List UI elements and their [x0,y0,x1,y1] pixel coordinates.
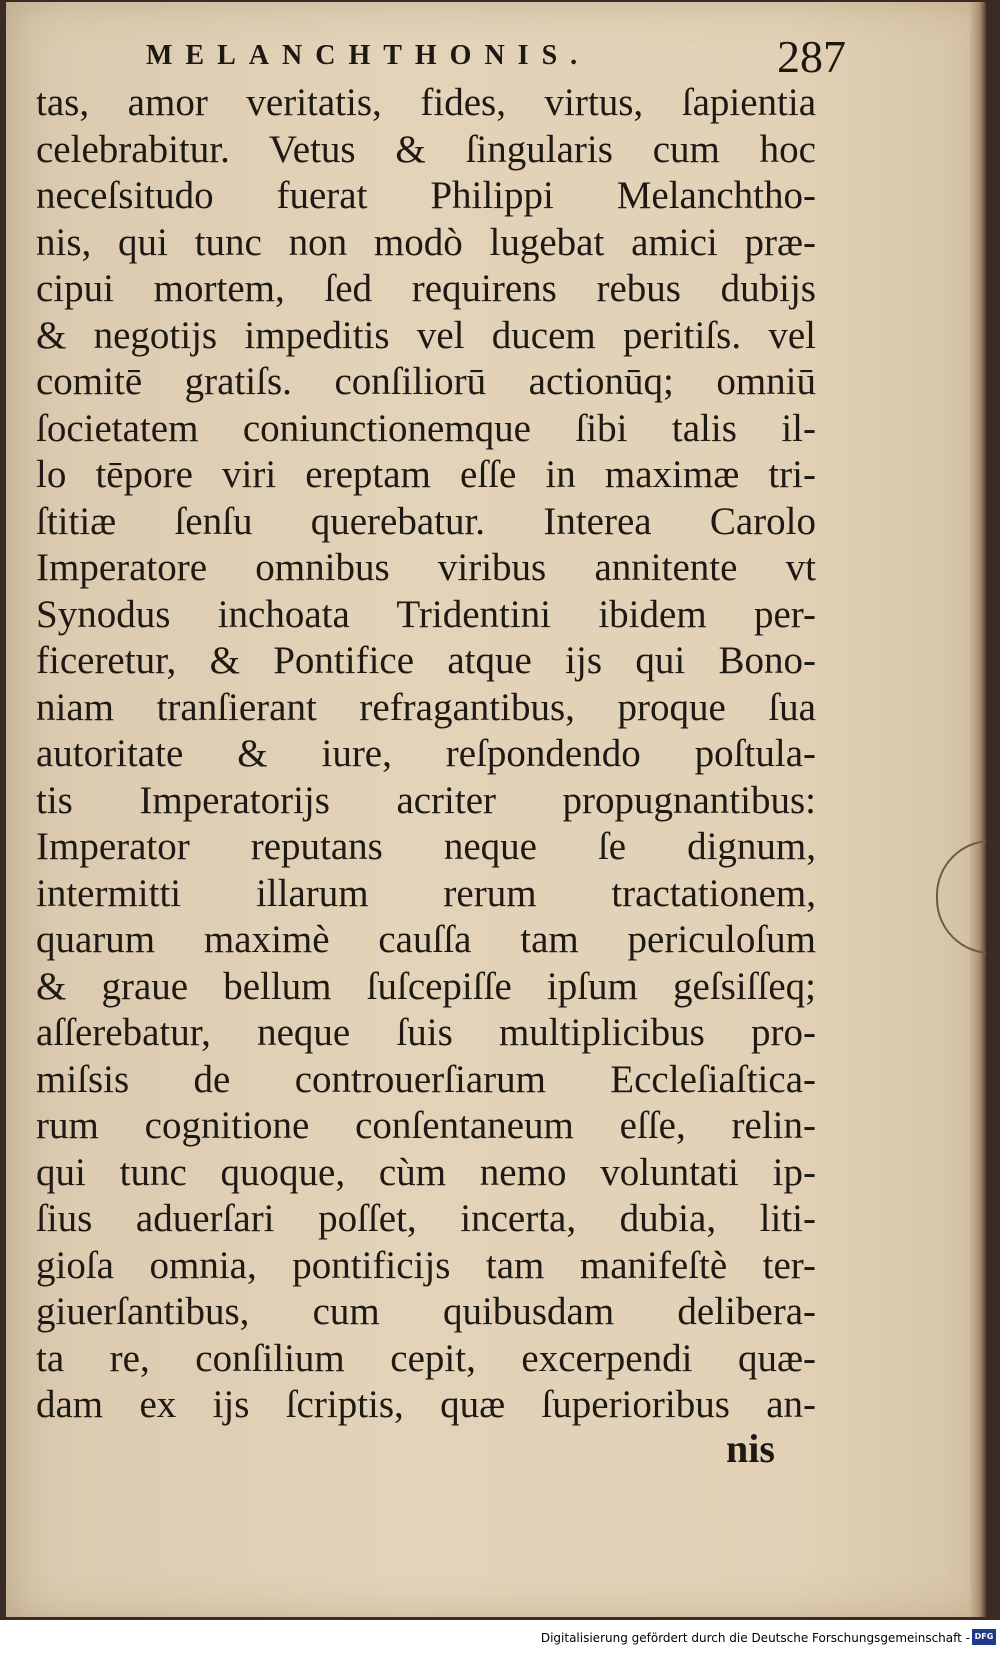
text-line: comitē gratiſs. conſiliorū actionūq; omniū [36,360,816,403]
text-line: tas, amor veritatis, fides, virtus, ſapientia [36,81,816,124]
body-text [36,80,816,1429]
text-line: niam tranſierant refragantibus, proque ſua [36,685,816,729]
text-line: dam ex ijs ſcriptis, quæ ſuperioribus an- [36,1383,816,1426]
page-number: 287 [777,31,846,82]
text-line: tis Imperatorijs acriter propugnantibus: [36,778,816,822]
running-head [146,30,846,80]
text-line: ſtitiæ ſenſu querebatur. Interea Carolo [36,499,816,543]
text-line: Imperator reputans neque ſe dignum, [36,825,816,868]
text-line: & graue bellum ſuſcepiſſe ipſum geſsiſſeq; [36,964,816,1008]
text-line: aſſerebatur, neque ſuis multiplicibus pro- [36,1011,816,1054]
text-line: intermitti illarum rerum tractationem, [36,871,816,915]
digitization-footer [0,1620,1000,1660]
page-clip-mark [936,840,986,954]
funding-credit: Digitalisierung gefördert durch die Deutsche Forschungsgemeinschaft - [540,1631,970,1645]
text-line: ſius aduerſari poſſet, incerta, dubia, liti- [36,1197,816,1240]
page-edge [970,2,986,1617]
text-line: miſsis de controuerſiarum Eccleſiaſtica- [36,1057,816,1101]
dfg-logo-icon: DFG [972,1629,996,1645]
text-line: giuerſantibus, cum quibusdam delibera- [36,1290,816,1333]
book-page [6,2,986,1617]
running-title: MELANCHTHONIS. [146,40,591,71]
text-line: celebrabitur. Vetus & ſingularis cum hoc [36,127,816,171]
text-line: & negotijs impeditis vel ducem peritiſs. vel [36,313,816,357]
text-line: Synodus inchoata Tridentini ibidem per- [36,592,816,636]
text-line: ta re, conſilium cepit, excerpendi quæ- [36,1336,816,1380]
text-line: rum cognitione conſentaneum eſſe, relin- [36,1104,816,1147]
text-line: lo tēpore viri ereptam eſſe in maximæ tri- [36,453,816,496]
text-line: Imperatore omnibus viribus annitente vt [36,546,816,589]
text-line: quarum maximè cauſſa tam periculoſum [36,918,816,961]
catchword: nis [726,1426,775,1471]
text-line: nis, qui tunc non modò lugebat amici præ- [36,220,816,264]
text-line: autoritate & iure, reſpondendo poſtula- [36,732,816,775]
text-line: gioſa omnia, pontificijs tam manifeſtè ter- [36,1243,816,1287]
text-line: ficeretur, & Pontifice atque ijs qui Bono- [36,639,816,682]
text-line: cipui mortem, ſed requirens rebus dubijs [36,267,816,310]
text-line: neceſsitudo fuerat Philippi Melanchtho- [36,174,816,217]
text-line: ſocietatem coniunctionemque ſibi talis il- [36,406,816,450]
text-line: qui tunc quoque, cùm nemo voluntati ip- [36,1150,816,1194]
